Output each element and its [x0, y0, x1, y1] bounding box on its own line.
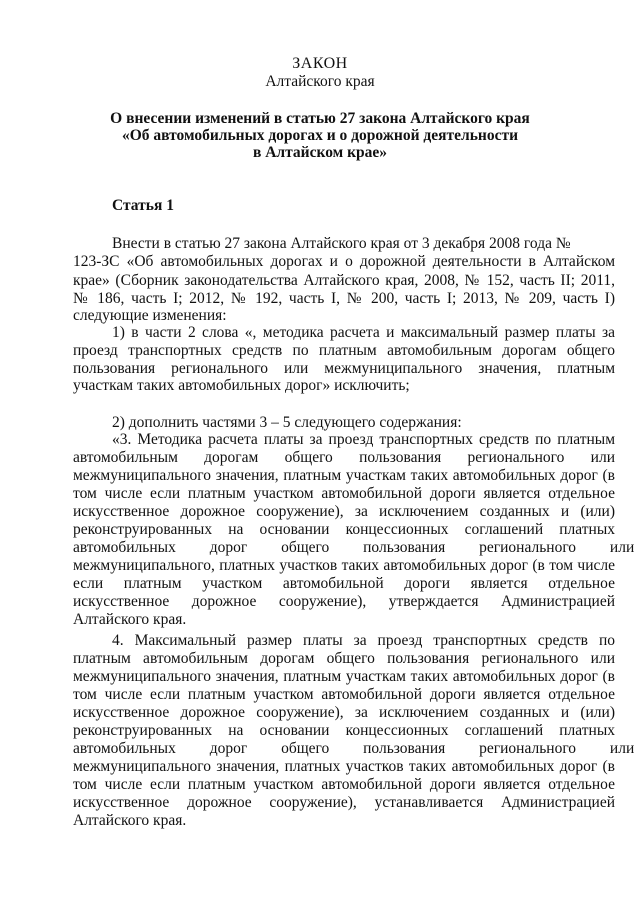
part4-line: искусственное дорожное сооружение), за исключением созданных и (или) [73, 704, 615, 721]
region-name: Алтайского края [265, 73, 375, 90]
article-heading: Статья 1 [112, 197, 174, 214]
part3-line: если платным участком автомобильной дороги является отдельное [73, 575, 615, 592]
part3-line: автомобильным дорогам общего пользования регионального или [73, 449, 615, 466]
part4-line: реконструированных на основании концессионных соглашений платных [73, 722, 615, 739]
item1-line: пользования регионального или межмуниципального значения, платным [73, 360, 615, 377]
part4-line: Алтайского края. [73, 812, 187, 829]
item1-line: проезд транспортных средств по платным автомобильным дорогам общего [73, 342, 615, 359]
law-title-line-2: «Об автомобильных дорогах и о дорожной деятельности [121, 127, 519, 144]
intro-line: 123-ЗС «Об автомобильных дорогах и о дорожной деятельности в Алтайском [73, 253, 615, 270]
part4-line: межмуниципального значения, платным участкам таких автомобильных дорог (в [73, 668, 615, 685]
law-title-line-1: О внесении изменений в статью 27 закона Алтайского края [110, 110, 530, 127]
part3-line: искусственное дорожное сооружение), утверждается Администрацией [73, 593, 615, 610]
intro-line: следующие изменения: [73, 307, 227, 324]
law-label: ЗАКОН [292, 55, 348, 72]
part3-line: «3. Методика расчета платы за проезд транспортных средств по платным [112, 431, 615, 448]
part3-line: межмуниципального, платных участков таких автомобильных дорог (в том числе [73, 557, 615, 574]
part4-line: межмуниципального значения, платных участков таких автомобильных дорог (в [73, 758, 615, 775]
part4-line: платным автомобильным дорогам общего пользования регионального или [73, 650, 615, 667]
item2-intro: 2) дополнить частями 3 – 5 следующего содержания: [112, 414, 462, 431]
intro-line: Внести в статью 27 закона Алтайского края от 3 декабря 2008 года № [112, 235, 571, 252]
part3-line: автомобильных дорог общего пользования регионального или [73, 539, 635, 556]
part4-line: искусственное дорожное сооружение), устанавливается Администрацией [73, 794, 615, 811]
part3-line: Алтайского края. [73, 611, 187, 628]
intro-line: крае» (Сборник законодательства Алтайского края, 2008, № 152, часть II; 2011, [73, 272, 615, 289]
intro-line: № 186, часть I; 2012, № 192, часть I, № 200, часть I; 2013, № 209, часть I) [73, 290, 615, 307]
part3-line: искусственное дорожное сооружение), за исключением созданных и (или) [73, 503, 615, 520]
part3-line: межмуниципального значения, платным участкам таких автомобильных дорог (в [73, 467, 615, 484]
law-title-line-3: в Алтайском крае» [252, 144, 388, 161]
part3-line: том числе если платным участком автомобильной дороги является отдельное [73, 485, 615, 502]
part4-line: автомобильных дорог общего пользования регионального или [73, 740, 635, 757]
item1-line: участкам таких автомобильных дорог» исключить; [73, 377, 410, 394]
part4-line: том числе если платным участком автомобильной дороги является отдельное [73, 686, 615, 703]
part4-line: 4. Максимальный размер платы за проезд транспортных средств по [112, 632, 615, 649]
item1-line: 1) в части 2 слова «, методика расчета и максимальный размер платы за [112, 324, 615, 341]
part4-line: том числе если платным участком автомобильной дороги является отдельное [73, 776, 615, 793]
part3-line: реконструированных на основании концессионных соглашений платных [73, 521, 615, 538]
